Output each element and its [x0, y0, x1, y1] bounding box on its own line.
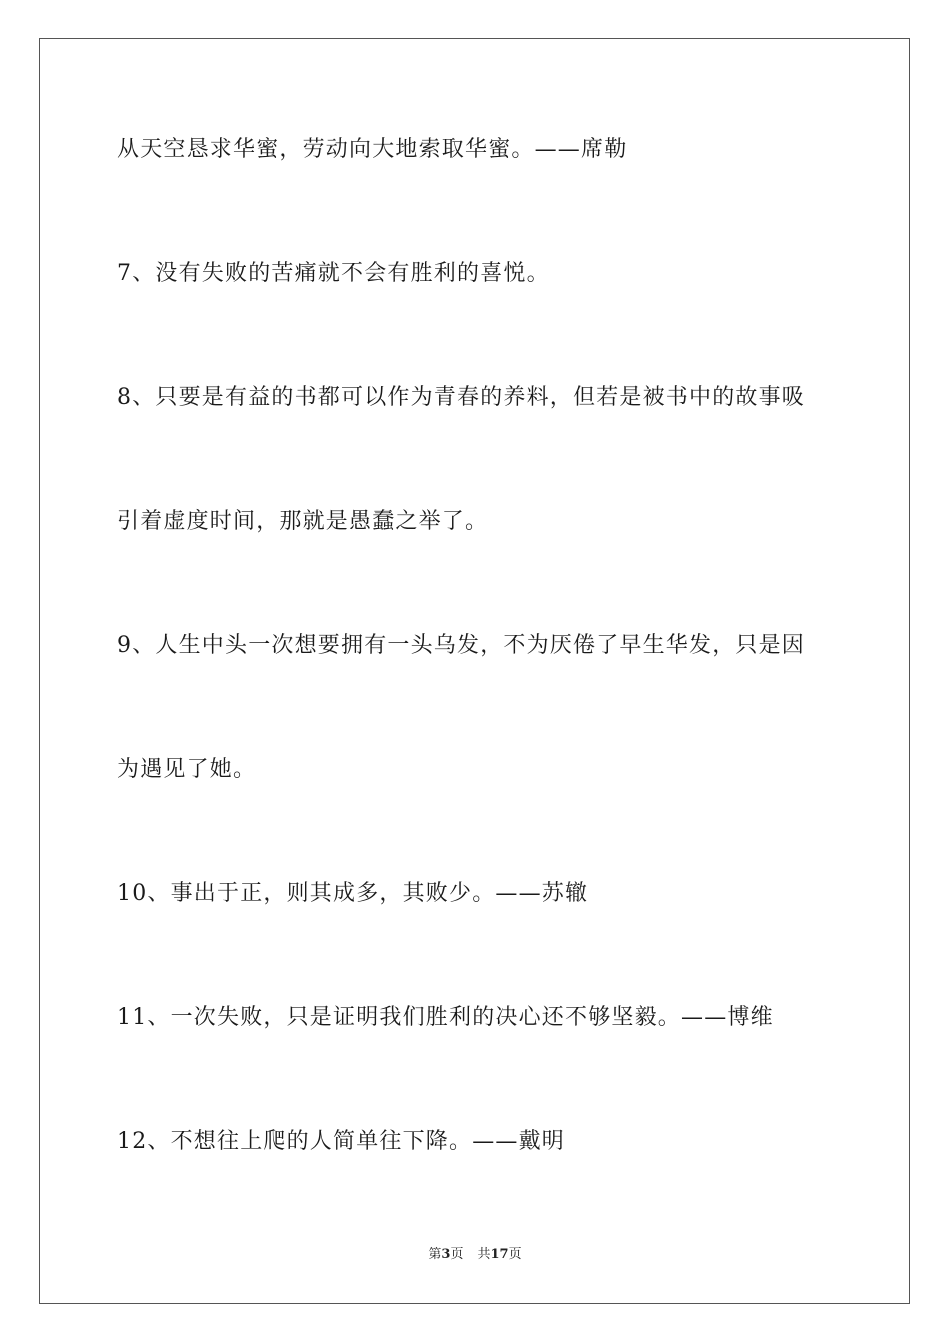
text-line: 9、人生中头一次想要拥有一头乌发，不为厌倦了早生华发，只是因: [117, 633, 805, 658]
text-line: 12、不想往上爬的人简单往下降。——戴明: [117, 1129, 565, 1154]
page-number: 3: [441, 1247, 451, 1262]
text-line: 11、一次失败，只是证明我们胜利的决心还不够坚毅。——博维: [117, 1005, 774, 1030]
total-suffix: 页: [508, 1247, 522, 1262]
page-border: [39, 38, 910, 1304]
total-pages: 17: [490, 1247, 509, 1262]
text-line: 为遇见了她。: [117, 757, 257, 782]
text-line: 8、只要是有益的书都可以作为青春的养料，但若是被书中的故事吸: [117, 385, 805, 410]
total-prefix: 共: [477, 1247, 491, 1262]
page-prefix: 第: [428, 1247, 442, 1262]
text-line: 从天空恳求华蜜，劳动向大地索取华蜜。——席勒: [117, 137, 628, 162]
text-line: 10、事出于正，则其成多，其败少。——苏辙: [117, 881, 589, 906]
text-line: 引着虚度时间，那就是愚蠢之举了。: [117, 509, 489, 534]
page-suffix: 页: [450, 1247, 464, 1262]
text-line: 7、没有失败的苦痛就不会有胜利的喜悦。: [117, 261, 550, 286]
page-footer: [0, 1246, 950, 1264]
